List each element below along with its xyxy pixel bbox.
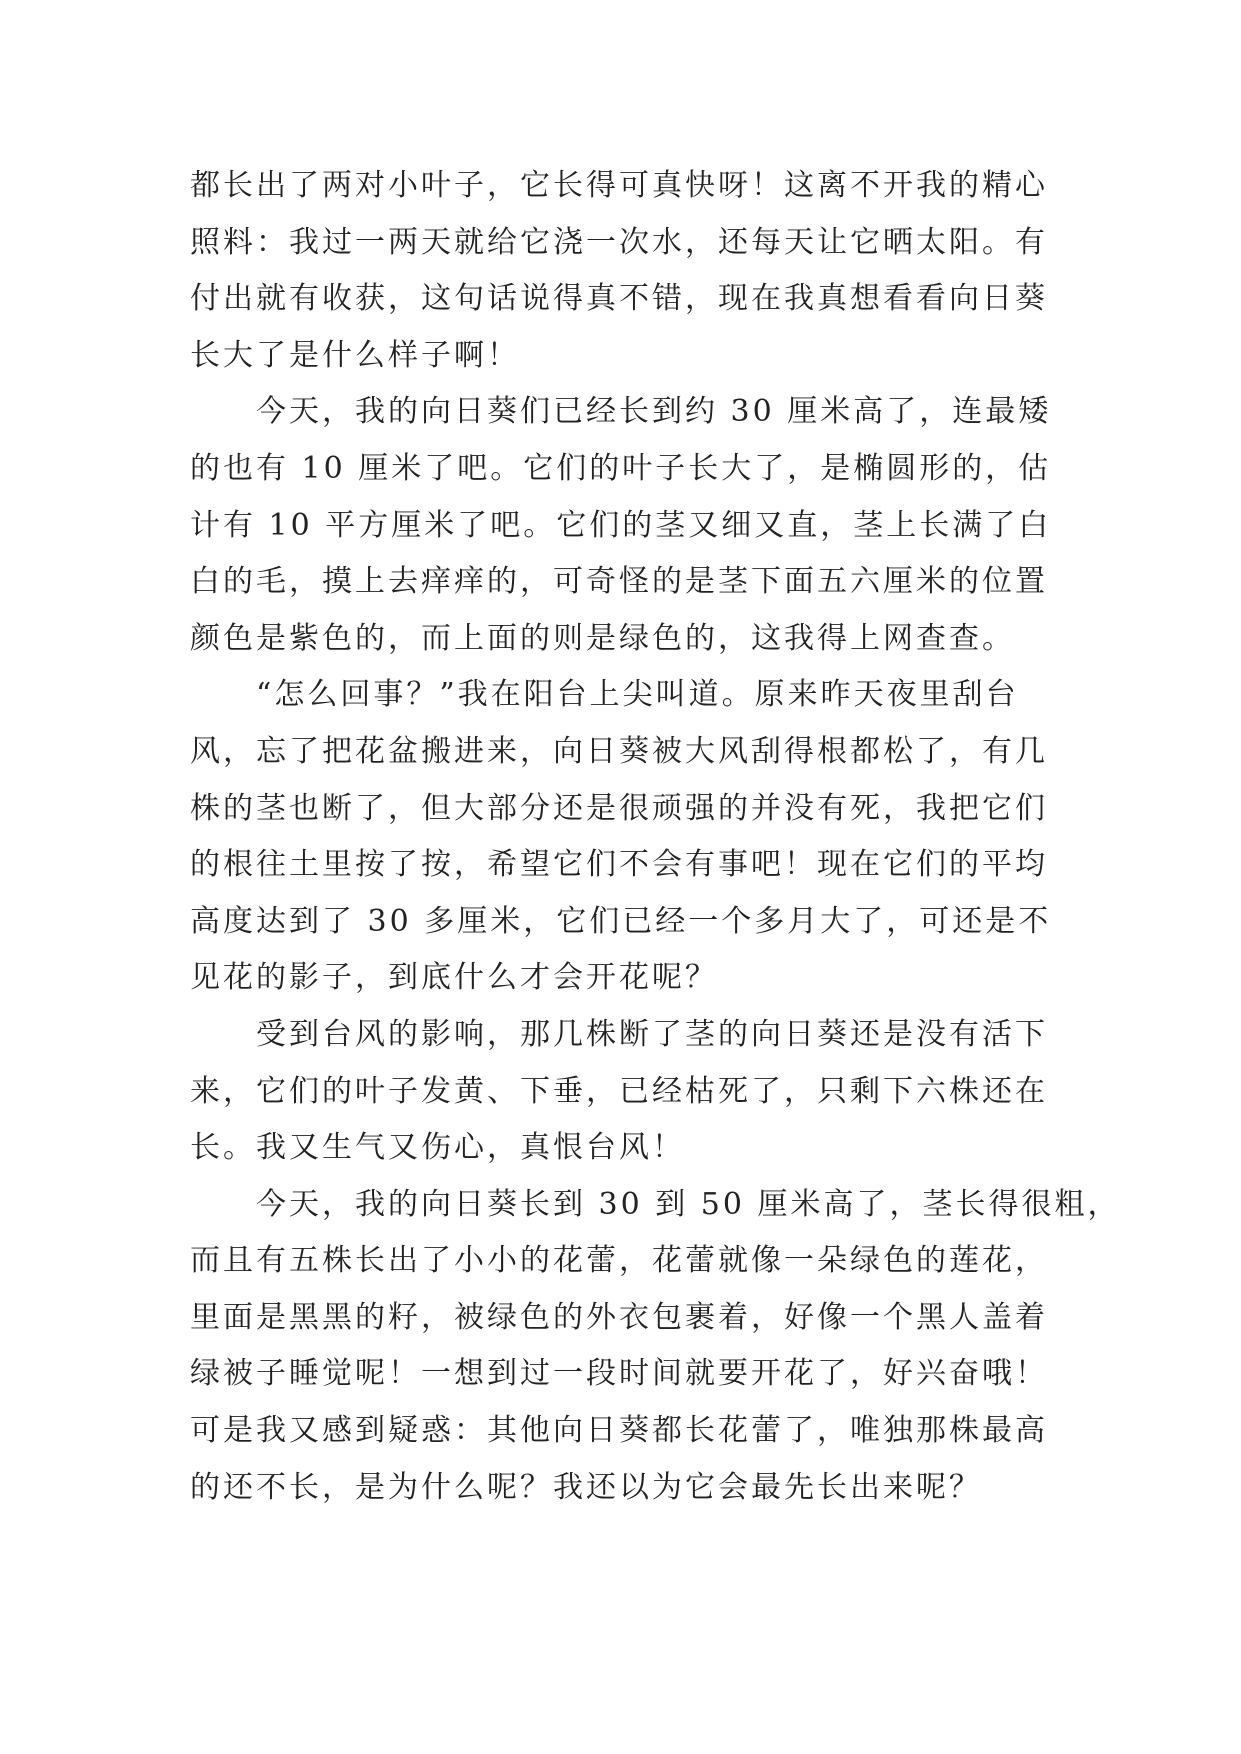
document-text-line: 白的毛，摸上去痒痒的，可奇怪的是茎下面五六厘米的位置: [190, 564, 1048, 600]
document-text-line: 高度达到了 30 多厘米，它们已经一个多月大了，可还是不: [190, 903, 1052, 939]
document-text-line: 株的茎也断了，但大部分还是很顽强的并没有死，我把它们: [190, 790, 1048, 826]
document-text-line: 的也有 10 厘米了吧。它们的叶子长大了，是椭圆形的，估: [190, 450, 1052, 486]
document-text-line: 付出就有收获，这句话说得真不错，现在我真想看看向日葵: [190, 281, 1048, 317]
document-text-line: 的根往土里按了按，希望它们不会有事吧！现在它们的平均: [190, 847, 1048, 883]
document-text-line: 照料：我过一两天就给它浇一次水，还每天让它晒太阳。有: [190, 224, 1048, 260]
document-text-line: 受到台风的影响，那几株断了茎的向日葵还是没有活下: [256, 1016, 1048, 1052]
document-text-line: 可是我又感到疑惑：其他向日葵都长花蕾了，唯独那株最高: [190, 1413, 1048, 1449]
document-text-line: “怎么回事？”我在阳台上尖叫道。原来昨天夜里刮台: [256, 677, 1019, 713]
document-text-line: 里面是黑黑的籽，被绿色的外衣包裹着，好像一个黑人盖着: [190, 1299, 1048, 1335]
document-text-line: 长大了是什么样子啊！: [190, 337, 520, 373]
document-text-line: 今天，我的向日葵长到 30 到 50 厘米高了，茎长得很粗，: [256, 1186, 1121, 1222]
document-text-line: 计有 10 平方厘米了吧。它们的茎又细又直，茎上长满了白: [190, 507, 1052, 543]
document-text-line: 都长出了两对小叶子，它长得可真快呀！这离不开我的精心: [190, 168, 1048, 203]
document-text-line: 见花的影子，到底什么才会开花呢？: [190, 960, 718, 996]
document-text-line: 今天，我的向日葵们已经长到约 30 厘米高了，连最矮: [256, 394, 1052, 430]
document-text-line: 绿被子睡觉呢！一想到过一段时间就要开花了，好兴奋哦！: [190, 1356, 1048, 1392]
document-text-line: 来，它们的叶子发黄、下垂，已经枯死了，只剩下六株还在: [190, 1073, 1048, 1109]
document-text-line: 长。我又生气又伤心，真恨台风！: [190, 1130, 685, 1166]
document-text-line: 的还不长，是为什么呢？我还以为它会最先长出来呢？: [190, 1469, 982, 1505]
document-body-text: [190, 158, 1121, 1516]
document-text-line: 风，忘了把花盆搬进来，向日葵被大风刮得根都松了，有几: [190, 733, 1048, 769]
document-text-line: 而且有五株长出了小小的花蕾，花蕾就像一朵绿色的莲花，: [190, 1243, 1048, 1279]
document-text-line: 颜色是紫色的，而上面的则是绿色的，这我得上网查查。: [190, 620, 1015, 656]
